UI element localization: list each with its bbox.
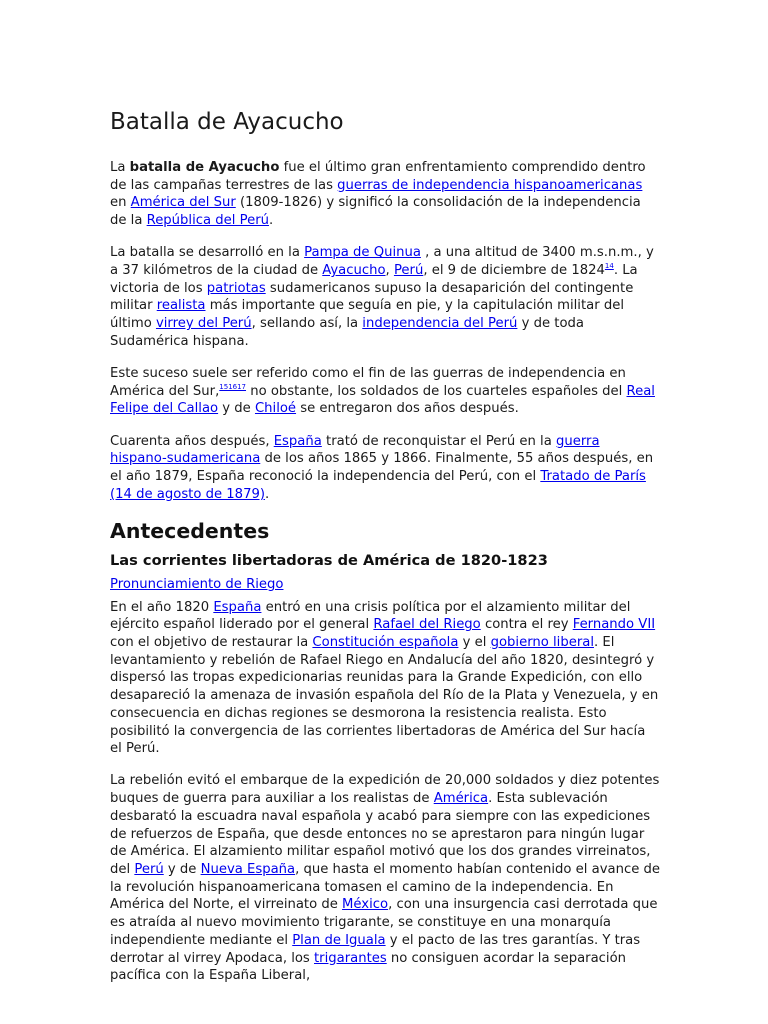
link-gobierno-liberal[interactable]: gobierno liberal: [490, 635, 594, 651]
link-peru-2[interactable]: Perú: [134, 862, 164, 877]
link-republica-del-peru[interactable]: República del Perú: [146, 213, 269, 229]
link-pampa-de-quinua[interactable]: Pampa de Quinua: [304, 245, 421, 261]
link-patriotas[interactable]: patriotas: [206, 280, 266, 296]
link-espana[interactable]: España: [273, 433, 322, 449]
link-rafael-del-riego[interactable]: Rafael del Riego: [373, 617, 481, 633]
link-guerras-independencia[interactable]: guerras de independencia hispanoamericanas: [337, 177, 643, 193]
link-espana-2[interactable]: España: [213, 599, 262, 615]
subsection-heading-corrientes: Las corrientes libertadoras de América de 1820-1823: [110, 551, 548, 569]
link-peru[interactable]: Perú: [393, 263, 424, 279]
intro-paragraph: La batalla de Ayacucho fue el último gran enfrentamiento comprendido dentro de las campañas terrestres de las guerras de independencia hispanoamericanas en América del Sur (1809-1826) y significó la consolidación de la independencia de la República del Perú.: [110, 160, 646, 229]
link-chiloe[interactable]: Chiloé: [254, 401, 297, 417]
document-page: [110, 107, 660, 999]
link-constitucion-espanola[interactable]: Constitución española: [312, 635, 459, 651]
link-ayacucho[interactable]: Ayacucho: [322, 263, 386, 279]
link-real-felipe-del-callao[interactable]: Real Felipe del Callao: [110, 383, 655, 417]
link-mexico[interactable]: México: [342, 897, 389, 913]
link-america[interactable]: América: [433, 791, 489, 807]
footnote-ref-151617[interactable]: 151617: [219, 382, 247, 391]
page-title: Batalla de Ayacucho: [110, 109, 344, 135]
link-america-del-sur[interactable]: América del Sur: [130, 195, 236, 211]
link-realista[interactable]: realista: [156, 298, 206, 314]
paragraph-ano-1820: En el año 1820 España entró en una crisis política por el alzamiento militar del ejército español liderado por el general Rafael del Riego contra el rey Fernando VII con el objetivo de restaurar la Constitución española y el gobierno liberal. El levantamiento y rebelión de Rafael Riego en Andalucía del año 1820, desintegró y dispersó las tropas expedicionarias reunidas para la Grande Expedición, con ello desapareció la amenaza de invasión española del Río de la Plata y Venezuela, y en consecuencia en dichas regiones se desmorona la resistencia realista. Esto posibilitó la convergencia de las corrientes libertadoras de América del Sur hacía el Perú.: [110, 599, 659, 757]
paragraph-rebelion: La rebelión evitó el embarque de la expedición de 20,000 soldados y diez potentes buques de guerra para auxiliar a los realistas de América. Esta sublevación desbarató la escuadra naval española y acabó para siempre con las expediciones de refuerzos de España, que desde entonces no se aprestaron para ningún lugar de América. El alzamiento militar español motivó que los dos grandes virreinatos, del Perú y de Nueva España, que hasta el momento habían contenido el avance de la revolución hispanoamericana tomasen el camino de la independencia. En América del Norte, el virreinato de México, con una insurgencia casi derrotada que es atraída al nuevo movimiento trigarante, se constituye en una monarquía independiente mediante el Plan de Iguala y el pacto de las tres garantías. Y tras derrotar al virrey Apodaca, los trigarantes no consiguen acordar la separación pacífica con la España Liberal,: [110, 773, 660, 984]
bold-term: batalla de Ayacucho: [129, 160, 280, 175]
link-guerra-hispano-sudamericana[interactable]: guerra hispano-sudamericana: [110, 433, 600, 467]
paragraph-suceso: Este suceso suele ser referido como el fin de las guerras de independencia en América del Sur,$^{151617}$ no obstante, los soldados de los cuarteles españoles del Real Felipe del Callao y de Chiloé se entregaron dos años después.: [110, 366, 655, 417]
footnote-ref-14[interactable]: 14: [604, 262, 614, 271]
link-fernando-vii[interactable]: Fernando VII: [572, 617, 656, 633]
link-tratado-de-paris[interactable]: Tratado de París (14 de agosto de 1879): [110, 469, 646, 502]
paragraph-cuarenta-anos: Cuarenta años después, España trató de reconquistar el Perú en la guerra hispano-sudamericana de los años 1865 y 1866. Finalmente, 55 años después, en el año 1879, España reconoció la independencia del Perú, con el Tratado de París (14 de agosto de 1879).: [110, 433, 654, 502]
link-trigarantes[interactable]: trigarantes: [314, 950, 387, 966]
link-plan-de-iguala[interactable]: Plan de Iguala: [292, 932, 386, 948]
paragraph-batalla: La batalla se desarrolló en la Pampa de Quinua , a una altitud de 3400 m.s.n.m., y a 37 kilómetros de la ciudad de Ayacucho, Perú, el 9 de diciembre de 1824$^{14}$. La victoria de los patriotas sudamericanos supuso la desaparición del contingente militar realista más importante que seguía en pie, y la capitulación militar del último virrey del Perú, sellando así, la independencia del Perú y de toda Sudamérica hispana.: [110, 245, 654, 349]
link-nueva-espana[interactable]: Nueva España: [200, 862, 296, 877]
link-pronunciamiento-de-riego[interactable]: Pronunciamiento de Riego: [110, 576, 284, 592]
section-heading-antecedentes: Antecedentes: [110, 518, 270, 543]
link-virrey-del-peru[interactable]: virrey del Perú: [155, 316, 252, 332]
link-independencia-del-peru[interactable]: independencia del Perú: [362, 316, 518, 332]
